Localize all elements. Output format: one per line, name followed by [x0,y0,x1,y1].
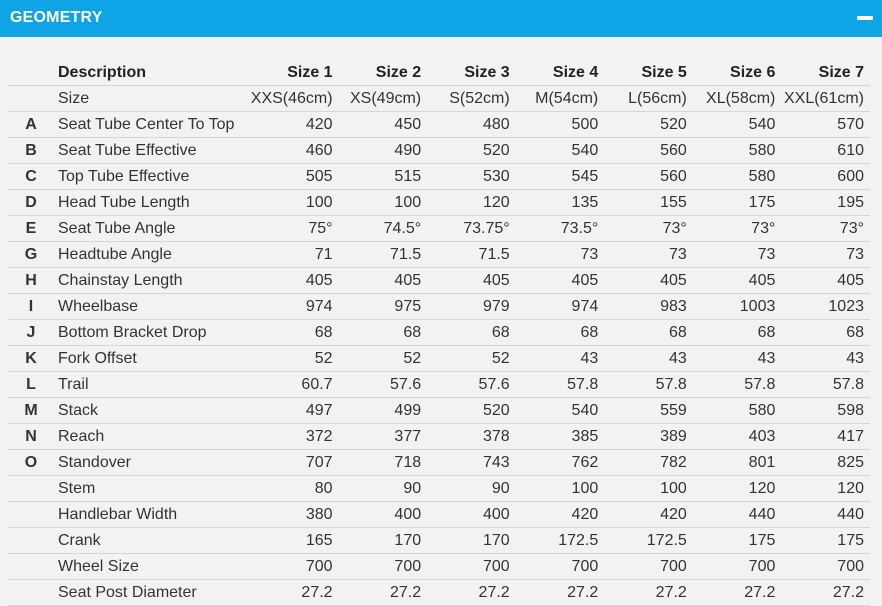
size-7-value: 570 [781,112,870,138]
size-4-value: M(54cm) [516,86,605,112]
size-1-value: 75° [250,216,339,242]
size-3-value: 520 [427,138,516,164]
row-letter [8,580,54,606]
size-6-value: 405 [693,268,782,294]
table-row [8,190,870,216]
size-6-value: 120 [693,476,782,502]
size-3-value: 400 [427,502,516,528]
size-1-value: 707 [250,450,339,476]
size-1-value: XXS(46cm) [250,86,339,112]
size-7-value: XXL(61cm) [781,86,870,112]
column-header-size-7: Size 7 [781,60,870,86]
size-6-value: 68 [693,320,782,346]
size-6-value: 580 [693,164,782,190]
size-1-value: 165 [250,528,339,554]
size-5-value: 68 [604,320,693,346]
size-5-value: 520 [604,112,693,138]
row-letter: O [8,450,54,476]
row-label: Seat Tube Angle [54,216,250,242]
size-3-value: 170 [427,528,516,554]
table-row [8,554,870,580]
size-5-value: 405 [604,268,693,294]
size-4-value: 43 [516,346,605,372]
size-4-value: 974 [516,294,605,320]
size-3-value: 530 [427,164,516,190]
size-7-value: 68 [781,320,870,346]
size-6-value: 403 [693,424,782,450]
size-5-value: 983 [604,294,693,320]
size-6-value: 440 [693,502,782,528]
size-7-value: 73° [781,216,870,242]
column-header-size-3: Size 3 [427,60,516,86]
row-letter [8,476,54,502]
row-letter [8,554,54,580]
size-5-value: 420 [604,502,693,528]
size-3-value: 120 [427,190,516,216]
size-4-value: 420 [516,502,605,528]
table-row [8,476,870,502]
table-row [8,372,870,398]
size-5-value: 73 [604,242,693,268]
row-label: Top Tube Effective [54,164,250,190]
size-4-value: 545 [516,164,605,190]
letter-column-header [8,60,54,86]
column-header-size-2: Size 2 [339,60,428,86]
size-7-value: 825 [781,450,870,476]
size-3-value: 27.2 [427,580,516,606]
size-7-value: 417 [781,424,870,450]
size-4-value: 100 [516,476,605,502]
size-2-value: 700 [339,554,428,580]
size-1-value: 497 [250,398,339,424]
size-3-value: 73.75° [427,216,516,242]
row-label: Reach [54,424,250,450]
row-letter: C [8,164,54,190]
table-row [8,320,870,346]
size-2-value: 100 [339,190,428,216]
size-2-value: 490 [339,138,428,164]
row-label: Headtube Angle [54,242,250,268]
size-6-value: 1003 [693,294,782,320]
size-1-value: 60.7 [250,372,339,398]
table-row [8,346,870,372]
size-1-value: 420 [250,112,339,138]
size-6-value: 73° [693,216,782,242]
size-6-value: XL(58cm) [693,86,782,112]
size-6-value: 801 [693,450,782,476]
table-header-row [8,60,870,86]
size-5-value: 57.8 [604,372,693,398]
size-4-value: 405 [516,268,605,294]
row-label: Bottom Bracket Drop [54,320,250,346]
size-6-value: 700 [693,554,782,580]
size-3-value: 71.5 [427,242,516,268]
row-letter [8,86,54,112]
table-row [8,424,870,450]
size-5-value: 73° [604,216,693,242]
row-letter: H [8,268,54,294]
size-4-value: 540 [516,398,605,424]
row-letter: L [8,372,54,398]
table-body [8,86,870,606]
table-row [8,580,870,606]
size-7-value: 610 [781,138,870,164]
row-label: Handlebar Width [54,502,250,528]
size-7-value: 57.8 [781,372,870,398]
size-2-value: 170 [339,528,428,554]
size-7-value: 600 [781,164,870,190]
size-6-value: 580 [693,398,782,424]
size-5-value: 389 [604,424,693,450]
table-row [8,164,870,190]
size-3-value: 743 [427,450,516,476]
size-6-value: 27.2 [693,580,782,606]
size-3-value: 700 [427,554,516,580]
table-row [8,268,870,294]
column-header-size-1: Size 1 [250,60,339,86]
size-7-value: 195 [781,190,870,216]
size-5-value: 559 [604,398,693,424]
size-5-value: 27.2 [604,580,693,606]
size-5-value: 155 [604,190,693,216]
size-1-value: 505 [250,164,339,190]
row-letter [8,528,54,554]
row-label: Standover [54,450,250,476]
row-label: Stack [54,398,250,424]
row-label: Size [54,86,250,112]
size-5-value: 560 [604,138,693,164]
size-5-value: 172.5 [604,528,693,554]
row-letter: K [8,346,54,372]
size-6-value: 57.8 [693,372,782,398]
row-letter: B [8,138,54,164]
size-3-value: 57.6 [427,372,516,398]
size-1-value: 974 [250,294,339,320]
size-7-value: 43 [781,346,870,372]
row-letter: A [8,112,54,138]
size-1-value: 700 [250,554,339,580]
row-label: Trail [54,372,250,398]
table-row [8,450,870,476]
row-label: Seat Tube Center To Top [54,112,250,138]
size-6-value: 580 [693,138,782,164]
size-2-value: 499 [339,398,428,424]
size-2-value: 400 [339,502,428,528]
row-label: Chainstay Length [54,268,250,294]
size-2-value: 52 [339,346,428,372]
size-6-value: 175 [693,528,782,554]
row-letter: M [8,398,54,424]
row-label: Head Tube Length [54,190,250,216]
row-label: Fork Offset [54,346,250,372]
size-2-value: 515 [339,164,428,190]
column-header-description: Description [54,60,250,86]
size-3-value: 52 [427,346,516,372]
row-letter: G [8,242,54,268]
size-3-value: 68 [427,320,516,346]
size-6-value: 175 [693,190,782,216]
size-1-value: 52 [250,346,339,372]
row-letter [8,502,54,528]
table-row [8,216,870,242]
row-letter: E [8,216,54,242]
column-header-size-4: Size 4 [516,60,605,86]
size-3-value: S(52cm) [427,86,516,112]
size-7-value: 175 [781,528,870,554]
size-4-value: 27.2 [516,580,605,606]
size-5-value: 700 [604,554,693,580]
row-label: Stem [54,476,250,502]
row-label: Seat Tube Effective [54,138,250,164]
size-2-value: 377 [339,424,428,450]
row-label: Wheelbase [54,294,250,320]
size-6-value: 43 [693,346,782,372]
size-7-value: 440 [781,502,870,528]
size-4-value: 500 [516,112,605,138]
size-3-value: 90 [427,476,516,502]
size-1-value: 68 [250,320,339,346]
size-2-value: 74.5° [339,216,428,242]
row-letter: I [8,294,54,320]
size-3-value: 480 [427,112,516,138]
size-6-value: 73 [693,242,782,268]
size-2-value: 450 [339,112,428,138]
size-4-value: 57.8 [516,372,605,398]
size-7-value: 700 [781,554,870,580]
row-letter: N [8,424,54,450]
size-7-value: 405 [781,268,870,294]
size-7-value: 120 [781,476,870,502]
size-1-value: 27.2 [250,580,339,606]
size-4-value: 172.5 [516,528,605,554]
size-4-value: 385 [516,424,605,450]
size-5-value: L(56cm) [604,86,693,112]
geometry-header[interactable] [0,0,882,37]
size-3-value: 378 [427,424,516,450]
size-2-value: 90 [339,476,428,502]
size-7-value: 1023 [781,294,870,320]
table-row [8,86,870,112]
size-1-value: 71 [250,242,339,268]
size-1-value: 372 [250,424,339,450]
size-3-value: 405 [427,268,516,294]
size-5-value: 560 [604,164,693,190]
geometry-panel [0,37,882,601]
size-2-value: 71.5 [339,242,428,268]
size-7-value: 73 [781,242,870,268]
table-row [8,502,870,528]
row-letter: J [8,320,54,346]
size-3-value: 979 [427,294,516,320]
size-5-value: 43 [604,346,693,372]
size-7-value: 598 [781,398,870,424]
size-4-value: 73 [516,242,605,268]
size-2-value: 57.6 [339,372,428,398]
size-1-value: 100 [250,190,339,216]
size-2-value: 68 [339,320,428,346]
section-title: GEOMETRY [10,9,103,26]
size-2-value: 27.2 [339,580,428,606]
size-2-value: 405 [339,268,428,294]
size-4-value: 135 [516,190,605,216]
size-2-value: 975 [339,294,428,320]
table-row [8,138,870,164]
size-1-value: 380 [250,502,339,528]
table-row [8,398,870,424]
size-1-value: 460 [250,138,339,164]
size-1-value: 405 [250,268,339,294]
table-row [8,112,870,138]
size-4-value: 700 [516,554,605,580]
size-2-value: 718 [339,450,428,476]
size-5-value: 782 [604,450,693,476]
column-header-size-5: Size 5 [604,60,693,86]
size-3-value: 520 [427,398,516,424]
row-label: Crank [54,528,250,554]
table-row [8,294,870,320]
row-label: Wheel Size [54,554,250,580]
size-4-value: 73.5° [516,216,605,242]
table-row [8,528,870,554]
size-4-value: 540 [516,138,605,164]
table-row [8,242,870,268]
column-header-size-6: Size 6 [693,60,782,86]
size-5-value: 100 [604,476,693,502]
row-label: Seat Post Diameter [54,580,250,606]
size-6-value: 540 [693,112,782,138]
size-1-value: 80 [250,476,339,502]
size-7-value: 27.2 [781,580,870,606]
size-4-value: 68 [516,320,605,346]
size-2-value: XS(49cm) [339,86,428,112]
row-letter: D [8,190,54,216]
geometry-table [8,60,870,606]
size-4-value: 762 [516,450,605,476]
minus-icon[interactable] [857,16,873,20]
